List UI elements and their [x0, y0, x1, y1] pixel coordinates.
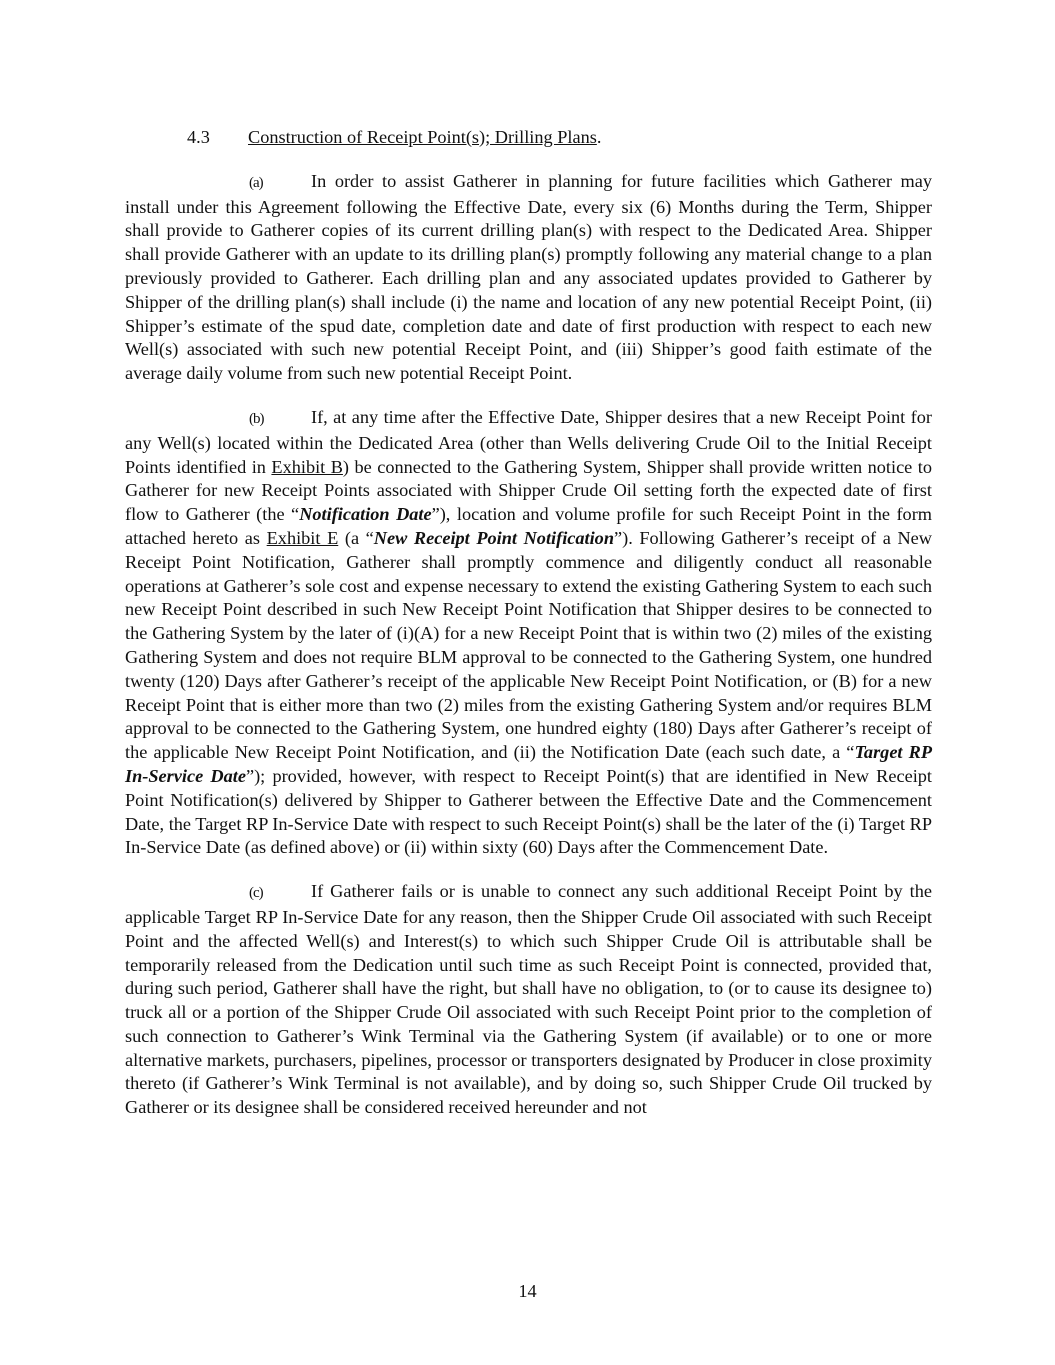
defined-term-new-receipt-point-notification: New Receipt Point Notification [373, 527, 614, 548]
paragraph-b-marker: (b) [249, 410, 264, 427]
defined-term-target-rp-in-service-date: Target RP In-Service Date [125, 742, 932, 786]
paragraph-b-text-5: ”). Following Gatherer’s receipt of a New Receipt Point Notification, Gatherer shall promptly commence and diligently conduct all reasonable operations at Gatherer’s sole cost and expense necessary to extend the existing Gathering System to each such new Receipt Point described in such New Receipt Point Notification that Shipper desires to be connected to the Gathering System by the later of (i)(A) for a new Receipt Point that is within two (2) miles of the existing Gathering System and does not require BLM approval to be connected to the Gathering System, one hundred twenty (120) Days after Gatherer’s receipt of the applicable New Receipt Point Notification, or (B) for a new Receipt Point that is either more than two (2) miles from the existing Gathering System and/or requires BLM approval to be connected to the Gathering System, one hundred eighty (180) Days after Gatherer’s receipt of the applicable New Receipt Point Notification, and (ii) the Notification Date (each such date, a “ [125, 527, 933, 763]
exhibit-e-reference: Exhibit E [266, 527, 339, 548]
paragraph-b-text-6: ”); provided, however, with respect to Receipt Point(s) that are identified in New Receipt Point Notification(s) delivered by Shipper to Gatherer between the Effective Date and the Commencement Date, the Target RP In-Service Date with respect to such Receipt Point(s) shall be the later of the (i) Target RP In-Service Date (as defined above) or (ii) within sixty (60) Days after the Commencement Date. [125, 765, 932, 858]
document-page [125, 126, 932, 1140]
paragraph-c-marker: (c) [249, 885, 263, 902]
section-title: Construction of Receipt Point(s); Drilling Plans [248, 127, 597, 147]
paragraph-c-text: If Gatherer fails or is unable to connect any such additional Receipt Point by the applicable Target RP In-Service Date for any reason, then the Shipper Crude Oil associated with such Receipt Point and the affected Well(s) and Interest(s) to which such Shipper Crude Oil is attributable shall be temporarily released from the Dedication until such time as such Receipt Point is connected, provided that, during such period, Gatherer shall have the right, but shall have no obligation, to (or to cause its designee to) truck all or a portion of the Shipper Crude Oil associated with such Receipt Point prior to the completion of such connection to Gatherer’s Wink Terminal via the Gathering System (if available) or to one or more alternative markets, purchasers, pipelines, processor or transporters designated by Producer in close proximity thereto (if Gatherer’s Wink Terminal is not available), and by doing so, such Shipper Crude Oil trucked by Gatherer or its designee shall be considered received hereunder and not [125, 881, 932, 1118]
paragraph-a [125, 170, 932, 386]
section-number: 4.3 [187, 127, 210, 147]
paragraph-a-text: In order to assist Gatherer in planning for future facilities which Gatherer may install under this Agreement following the Effective Date, every six (6) Months during the Term, Shipper shall provide to Gatherer copies of its current drilling plan(s) with respect to the Dedicated Area. Shipper shall provide Gatherer with an update to its drilling plan(s) promptly following any material change to a plan previously provided to Gatherer. Each drilling plan and any associated updates provided to Gatherer by Shipper of the drilling plan(s) shall include (i) the name and location of any new potential Receipt Point, (ii) Shipper’s estimate of the spud date, completion date and date of first production with respect to each new Well(s) associated with such new potential Receipt Point, and (iii) Shipper’s good faith estimate of the average daily volume from such new potential Receipt Point. [125, 170, 932, 384]
section-heading [125, 126, 932, 150]
paragraph-b-text-1: If, at any time after the Effective Date, Shipper desires that a new Receipt Point for any Well(s) located within the Dedicated Area (other than Wells delivering Crude Oil to the Initial Receipt Points identified in [125, 406, 932, 477]
paragraph-b [125, 406, 932, 860]
paragraph-b-text-3: ”), location and volume profile for such Receipt Point in the form attached hereto as [125, 504, 932, 548]
paragraph-b-text-2: ) be connected to the Gathering System, Shipper shall provide written notice to Gatherer for new Receipt Points associated with Shipper Crude Oil setting forth the expected date of first flow to Gatherer (the “ [125, 456, 932, 525]
section-title-period: . [596, 127, 602, 147]
defined-term-notification-date: Notification Date [299, 504, 432, 525]
paragraph-c [125, 880, 932, 1120]
page-number: 14 [518, 1281, 537, 1301]
paragraph-b-text-4: (a “ [338, 527, 374, 548]
exhibit-b-reference: Exhibit B [271, 456, 343, 477]
paragraph-a-marker: (a) [249, 174, 263, 191]
